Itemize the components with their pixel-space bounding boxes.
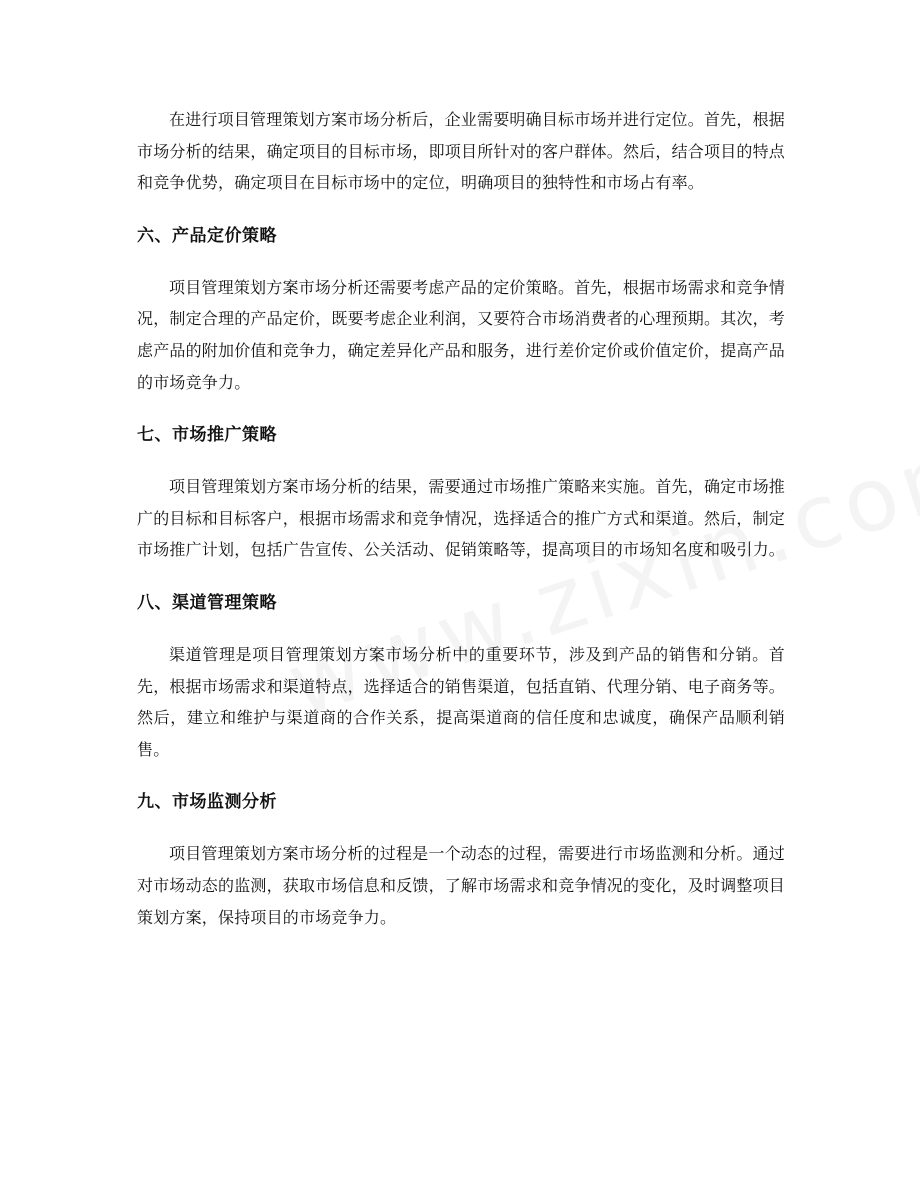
spacer xyxy=(137,449,785,471)
spacer xyxy=(137,199,785,222)
spacer xyxy=(137,765,785,788)
spacer xyxy=(137,250,785,272)
section-heading-9: 九、市场监测分析 xyxy=(137,792,277,813)
document-page xyxy=(137,104,785,933)
spacer xyxy=(137,816,785,838)
spacer xyxy=(137,566,785,589)
section-paragraph-6: 项目管理策划方案市场分析还需要考虑产品的定价策略。首先，根据市场需求和竞争情况，制定合理的产品定价，既要考虑企业利润，又要符合市场消费者的心理预期。其次，考虑产品的附加价值和竞争力，确定差异化产品和服务，进行差价定价或价值定价，提高产品的市场竞争力。 xyxy=(137,277,786,392)
section-heading-8: 八、渠道管理策略 xyxy=(137,592,277,613)
section-heading-7: 七、市场推广策略 xyxy=(137,425,277,446)
section-paragraph-8: 渠道管理是项目管理策划方案市场分析中的重要环节，涉及到产品的销售和分销。首先，根据市场需求和渠道特点，选择适合的销售渠道，包括直销、代理分销、电子商务等。然后，建立和维护与渠道商的合作关系，提高渠道商的信任度和忠诚度，确保产品顺利销售。 xyxy=(137,644,786,759)
intro-paragraph: 在进行项目管理策划方案市场分析后，企业需要明确目标市场并进行定位。首先，根据市场分析的结果，确定项目的目标市场，即项目所针对的客户群体。然后，结合项目的特点和竞争优势，确定项目在目标市场中的定位，明确项目的独特性和市场占有率。 xyxy=(137,110,786,193)
spacer xyxy=(137,617,785,639)
section-paragraph-7: 项目管理策划方案市场分析的结果，需要通过市场推广策略来实施。首先，确定市场推广的目标和目标客户，根据市场需求和竞争情况，选择适合的推广方式和渠道。然后，制定市场推广计划，包括广告宣传、公关活动、促销策略等，提高项目的市场知名度和吸引力。 xyxy=(137,477,786,560)
section-heading-6: 六、产品定价策略 xyxy=(137,225,277,246)
spacer xyxy=(137,398,785,421)
section-paragraph-9: 项目管理策划方案市场分析的过程是一个动态的过程，需要进行市场监测和分析。通过对市场动态的监测，获取市场信息和反馈，了解市场需求和竞争情况的变化，及时调整项目策划方案，保持项目的市场竞争力。 xyxy=(137,844,786,927)
